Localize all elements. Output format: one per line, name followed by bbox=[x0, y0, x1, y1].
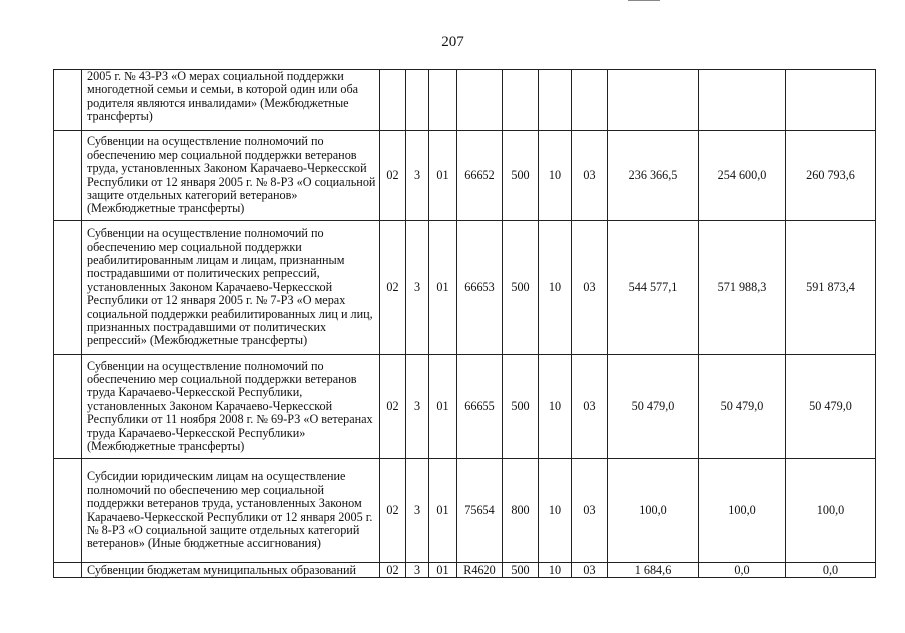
code-cell: 01 bbox=[429, 563, 457, 578]
top-edge-mark bbox=[628, 0, 660, 1]
code-cell: 01 bbox=[429, 459, 457, 563]
expense-name: Субсидии юридическим лицам на осуществление полномочий по обеспечению мер социальной поддержки ветеранов труда, установленных Законом Карачаево-Черкесской Республики от 12 января 2005 г. № 8-РЗ «О социальной защите отдельных категорий ветеранов» (Иные бюджетные ассигнования) bbox=[82, 459, 380, 563]
amount-cell bbox=[608, 70, 699, 131]
row-marker-cell bbox=[54, 70, 82, 131]
table-row bbox=[54, 459, 876, 563]
code-cell: 66655 bbox=[457, 355, 503, 459]
code-cell: 03 bbox=[572, 459, 608, 563]
code-cell: 03 bbox=[572, 563, 608, 578]
amount-cell: 100,0 bbox=[699, 459, 786, 563]
row-marker-cell bbox=[54, 563, 82, 578]
amount-cell: 50 479,0 bbox=[786, 355, 876, 459]
code-cell: 02 bbox=[380, 563, 406, 578]
code-cell: 10 bbox=[539, 131, 572, 221]
code-cell: 10 bbox=[539, 355, 572, 459]
code-cell: 02 bbox=[380, 221, 406, 355]
amount-cell: 0,0 bbox=[786, 563, 876, 578]
amount-cell: 50 479,0 bbox=[608, 355, 699, 459]
code-cell: 3 bbox=[406, 131, 429, 221]
code-cell: 800 bbox=[503, 459, 539, 563]
code-cell bbox=[429, 70, 457, 131]
row-marker-cell bbox=[54, 459, 82, 563]
amount-cell: 571 988,3 bbox=[699, 221, 786, 355]
amount-cell: 544 577,1 bbox=[608, 221, 699, 355]
amount-cell: 100,0 bbox=[608, 459, 699, 563]
code-cell: 03 bbox=[572, 131, 608, 221]
row-marker-cell bbox=[54, 355, 82, 459]
code-cell: 66652 bbox=[457, 131, 503, 221]
code-cell: 01 bbox=[429, 221, 457, 355]
expense-name: Субвенции на осуществление полномочий по обеспечению мер социальной поддержки ветеранов труда, установленных Законом Карачаево-Черкесской Республики от 12 января 2005 г. № 8-РЗ «О социальной защите отдельных категорий ветеранов» (Межбюджетные трансферты) bbox=[82, 131, 380, 221]
table-row bbox=[54, 355, 876, 459]
code-cell: 10 bbox=[539, 459, 572, 563]
amount-cell: 591 873,4 bbox=[786, 221, 876, 355]
amount-cell: 50 479,0 bbox=[699, 355, 786, 459]
code-cell bbox=[572, 70, 608, 131]
table-row bbox=[54, 563, 876, 578]
code-cell: 3 bbox=[406, 355, 429, 459]
amount-cell: 254 600,0 bbox=[699, 131, 786, 221]
code-cell bbox=[406, 70, 429, 131]
amount-cell bbox=[699, 70, 786, 131]
page-number: 207 bbox=[441, 34, 464, 50]
expense-name: Субвенции бюджетам муниципальных образований bbox=[82, 563, 380, 578]
table-row bbox=[54, 131, 876, 221]
code-cell: 02 bbox=[380, 459, 406, 563]
code-cell bbox=[457, 70, 503, 131]
code-cell: 500 bbox=[503, 221, 539, 355]
code-cell: 500 bbox=[503, 131, 539, 221]
amount-cell: 236 366,5 bbox=[608, 131, 699, 221]
budget-table bbox=[53, 69, 876, 578]
table-row bbox=[54, 221, 876, 355]
row-marker-cell bbox=[54, 221, 82, 355]
expense-name: Субвенции на осуществление полномочий по обеспечению мер социальной поддержки ветеранов труда Карачаево-Черкесской Республики, установленных Законом Карачаево-Черкесской Республики от 11 ноября 2008 г. № 69-РЗ «О ветеранах труда Карачаево-Черкесской Республики» (Межбюджетные трансферты) bbox=[82, 355, 380, 459]
code-cell: 01 bbox=[429, 355, 457, 459]
code-cell: 03 bbox=[572, 355, 608, 459]
code-cell: 75654 bbox=[457, 459, 503, 563]
code-cell: 10 bbox=[539, 221, 572, 355]
code-cell: 03 bbox=[572, 221, 608, 355]
code-cell: 02 bbox=[380, 131, 406, 221]
code-cell: 01 bbox=[429, 131, 457, 221]
amount-cell: 260 793,6 bbox=[786, 131, 876, 221]
code-cell: 66653 bbox=[457, 221, 503, 355]
code-cell bbox=[380, 70, 406, 131]
expense-name: 2005 г. № 43-РЗ «О мерах социальной поддержки многодетной семьи и семьи, в которой один или оба родителя являются инвалидами» (Межбюджетные трансферты) bbox=[82, 70, 380, 131]
code-cell: 02 bbox=[380, 355, 406, 459]
code-cell: 10 bbox=[539, 563, 572, 578]
amount-cell: 1 684,6 bbox=[608, 563, 699, 578]
amount-cell bbox=[786, 70, 876, 131]
row-marker-cell bbox=[54, 131, 82, 221]
code-cell bbox=[503, 70, 539, 131]
code-cell: 500 bbox=[503, 355, 539, 459]
code-cell: 3 bbox=[406, 563, 429, 578]
code-cell: 3 bbox=[406, 459, 429, 563]
expense-name: Субвенции на осуществление полномочий по обеспечению мер социальной поддержки реабилитированным лицам и лицам, признанным пострадавшими от политических репрессий, установленных Законом Карачаево-Черкесской Республики от 12 января 2005 г. № 7-РЗ «О мерах социальной поддержки реабилитированных лиц и лиц, признанных пострадавшими от политических репрессий» (Межбюджетные трансферты) bbox=[82, 221, 380, 355]
amount-cell: 0,0 bbox=[699, 563, 786, 578]
code-cell: 3 bbox=[406, 221, 429, 355]
code-cell: R4620 bbox=[457, 563, 503, 578]
table-row bbox=[54, 70, 876, 131]
code-cell: 500 bbox=[503, 563, 539, 578]
amount-cell: 100,0 bbox=[786, 459, 876, 563]
code-cell bbox=[539, 70, 572, 131]
